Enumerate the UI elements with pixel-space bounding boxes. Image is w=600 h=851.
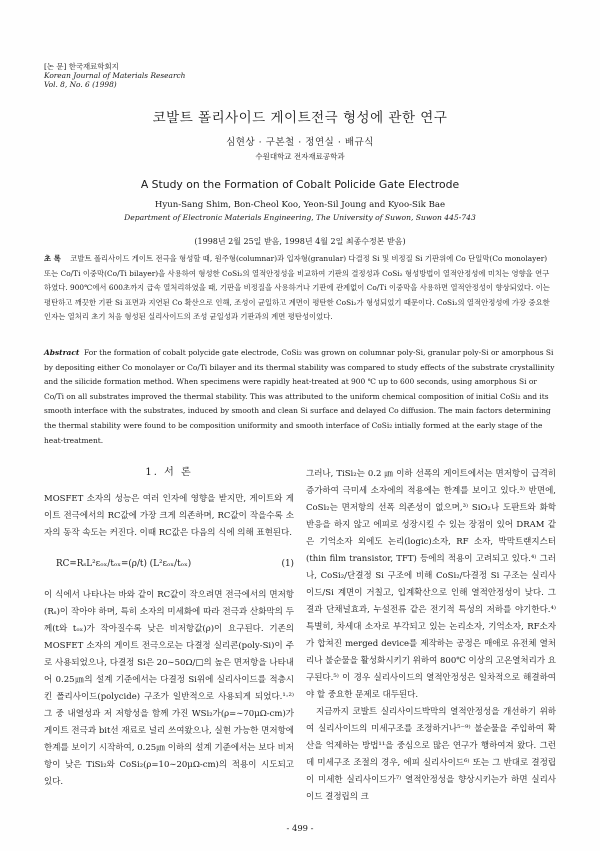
right-column [306, 466, 556, 806]
intro-paragraph-3: 그러나, TiSi₂는 0.2 ㎛ 이하 선폭의 게이트에서는 면저항이 급격히 증가하여 극미세 소자에의 적용에는 한계를 보이고 있다.³⁾ 반면에, CoSi₂는 면저항의 선폭 의존성이 없으며,³⁾ SiO₂나 도판트와 화학 반응을 하지 않고 에피로 성장시킬 수 있는 장점이 있어 DRAM 같은 기억소자 외에도 논리(logic)소자, RF 소자, 박막트랜지스터(thin film transistor, TFT) 등에의 적용이 고려되고 있다.⁴⁾ 그러나, CoSi₂/단결정 Si 구조에 비해 CoSi₂/다결정 Si 구조는 실리사이드/Si 계면이 거칠고, 입계확산으로 인해 열적안정성이 낮다. 그 결과 단채널효과, 누설전류 같은 전기적 특성의 저하를 야기한다.⁴⁾ 특별히, 차세대 소자로 부각되고 있는 논리소자, 기억소자, RF소자가 합쳐진 merged device를 제작하는 공정은 매애로 유전체 열처리나 불순물을 활성화시키기 위하여 800℃ 이상의 고온열처리가 요구된다.⁵⁾ 이 경우 실리사이드의 열적안정성은 일차적으로 해결하여야 할 중요한 문제로 대두된다. [306, 469, 556, 700]
abstract-english-text: For the formation of cobalt polycide gate electrode, CoSi₂ was grown on columnar poly-Si, granular poly-Si or amorphous Si by depositing either Co monolayer or Co/Ti bilayer and its thermal stability was compared to study effects of the substrate crystallinity and the silicide formation method. When specimens were rapidly heat-treated at 900 ℃ up to 600 seconds, using amorphous Si or Co/Ti on all substrates improved the thermal stability. This was attributed to the uniform chemical composition of initial CoSi₂ and its smooth interface with the substrates, induced by smooth and clean Si surface and delayed Co diffusion. The main factors determining the thermal stability were found to be composition uniformity and smooth interface of CoSi₂ intially formed at the early stage of the heat-treatment. [44, 348, 555, 445]
left-column [44, 464, 294, 791]
page-number: - 499 - [286, 823, 314, 833]
equation-1-number: (1) [281, 559, 294, 569]
journal-name-ko: [논 문] 한국재료학회지 [44, 62, 119, 71]
abstract-korean-label: 초 록 [44, 254, 61, 263]
journal-volume: Vol. 8, No. 6 (1998) [44, 80, 117, 89]
abstract-english [44, 346, 556, 448]
abstract-korean [44, 252, 556, 325]
equation-1 [56, 556, 294, 573]
intro-paragraph-1: MOSFET 소자의 성능은 여러 인자에 영향을 받지만, 게이트와 게이트 전극에서의 RC값에 가장 크게 의존하며, RC값이 작을수록 소자의 동작 속도는 커진다. 이때 RC값은 다음의 식에 의해 표현된다. [44, 494, 294, 538]
authors-korean: 심현상 · 구본철 · 정연실 · 배규식 [226, 137, 374, 148]
abstract-english-label: Abstract [44, 348, 80, 357]
authors-english: Hyun-Sang Shim, Bon-Cheol Koo, Yeon-Sil Joung and Kyoo-Sik Bae [154, 200, 446, 210]
received-dates: (1998년 2월 25일 받음, 1998년 4월 2일 최종수정본 받음) [194, 237, 406, 246]
affiliation-english: Department of Electronic Materials Engineering, The University of Suwon, Suwon 445-743 [124, 213, 476, 222]
equation-1-body: RC=RₛL²εₒₓ/tₒₓ=(ρ/t) (L²εₒₓ/tₒₓ) [56, 559, 192, 569]
abstract-korean-text: 코발트 폴리사이드 게이트 전극을 형성할 때, 원주형(columnar)과 입자형(granular) 다결정 Si 및 비정질 Si 기판위에 Co 단일막(Co monolayer) 또는 Co/Ti 이중막(Co/Ti bilayer)을 사용하여 형성한 CoSi₂의 열적안정성을 비교하여 기판의 결정성과 CoSi₂ 형성방법이 열적안정성에 미치는 영향을 연구하였다. 900℃에서 600초까지 급속 열처리하였을 때, 기판을 비정질을 사용하거나 기판에 관계없이 Co/Ti 이중막을 사용하면 열적안정성이 향상되었다. 이는 평탄하고 깨끗한 기판 Si 표면과 지연된 Co 확산으로 인해, 조성이 균일하고 계면이 평탄한 CoSi₂가 형성되었기 때문이다. CoSi₂의 열적안정성에 가장 중요한 인자는 열처리 초기 처음 형성된 실리사이드의 조성 균일성과 기판과의 계면 평탄성이었다. [44, 254, 550, 322]
intro-paragraph-2: 이 식에서 나타나는 바와 같이 RC값이 작으려면 전극에서의 면저항(Rₛ)이 작아야 하며, 특히 소자의 미세화에 따라 전극과 산화막의 두께(t와 tₒₓ)가 작아질수록 낮은 비저항값(ρ)이 요구된다. 기존의 MOSFET 소자의 게이트 전극으로는 다결정 실리콘(poly-Si)이 주로 사용되었으나, 다결정 Si은 20∼50Ω/□의 높은 면저항을 나타내어 0.25㎛의 설계 기준에서는 다결정 Si위에 실리사이드를 적층시킨 폴리사이드(polycide) 구조가 일반적으로 사용되게 되었다.¹·²⁾ 그 중 내열성과 저 저항성을 함께 가진 WSi₂가(ρ=∼70μΩ-cm)가 게이트 전극과 bit선 재료로 널리 쓰여왔으나, 실현 가능한 면저항에 한계를 보이기 시작하여, 0.25㎛ 이하의 설계 기준에서는 보다 비저항이 낮은 TiSi₂와 CoSi₂(ρ=10∼20μΩ-cm)의 적용이 시도되고 있다. [44, 590, 294, 787]
intro-paragraph-4: 지금까지 코발트 실리사이드박막의 열적안정성을 개선하기 위하여 실리사이드의 미세구조를 조정하거나⁵⁻⁹⁾ 불순물을 주입하여 확산을 억제하는 방법¹¹을 중심으로 많은 연구가 행하여져 왔다. 그런데 미세구조 조절의 경우, 에피 실리사이드⁶⁾ 또는 그 반대로 결정립이 미세한 실리사이드가⁷⁾ 열적안정성을 향상시키는가 하면 실리사이드 결정립의 크 [306, 707, 556, 802]
affiliation-korean: 수원대학교 전자재료공학과 [255, 152, 345, 161]
journal-header [44, 62, 185, 89]
section-heading-introduction: 1. 서 론 [145, 467, 193, 478]
title-korean: 코발트 폴리사이드 게이트전극 형성에 관한 연구 [152, 110, 448, 126]
journal-name-en: Korean Journal of Materials Research [44, 71, 186, 80]
title-english: A Study on the Formation of Cobalt Policide Gate Electrode [140, 178, 460, 191]
